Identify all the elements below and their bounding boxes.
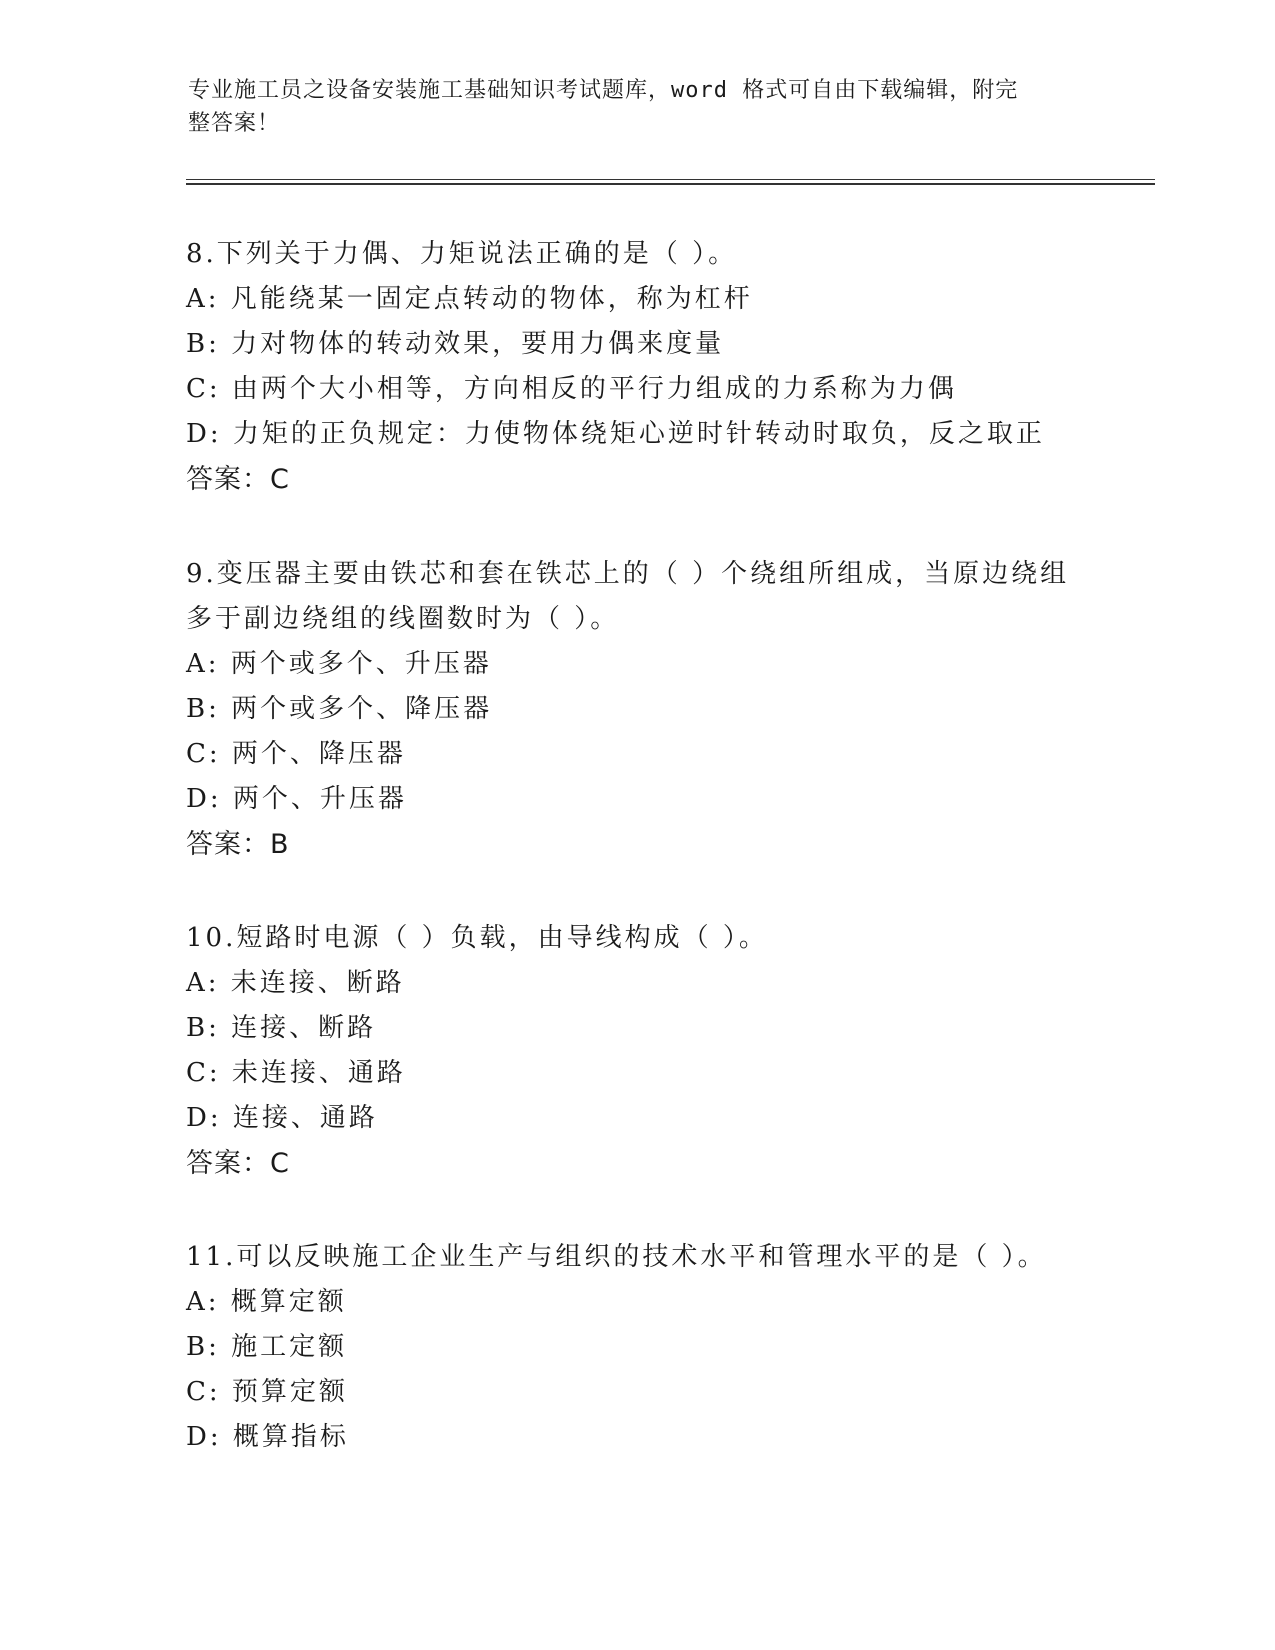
header-line-1: 专业施工员之设备安装施工基础知识考试题库，word 格式可自由下载编辑，附完 <box>188 78 1019 103</box>
header-line-2: 整答案！ <box>188 111 281 136</box>
option-a: A: 概算定额 <box>186 1287 347 1317</box>
option-c: C: 未连接、通路 <box>186 1058 406 1088</box>
option-c: C: 预算定额 <box>186 1377 348 1407</box>
question-10 <box>186 916 1086 1186</box>
option-b: B: 力对物体的转动效果，要用力偶来度量 <box>186 329 725 359</box>
header-divider-thin <box>186 179 1155 180</box>
question-stem: 10.短路时电源（ ）负载，由导线构成（ ）。 <box>186 923 768 953</box>
option-a: A: 未连接、断路 <box>186 968 405 998</box>
answer-line: 答案：C <box>186 464 290 495</box>
header-divider-thick <box>186 183 1155 185</box>
option-b: B: 两个或多个、降压器 <box>186 694 493 724</box>
option-d: D: 力矩的正负规定：力使物体绕矩心逆时针转动时取负，反之取正 <box>186 419 1045 449</box>
option-a: A: 两个或多个、升压器 <box>186 649 492 679</box>
option-a: A: 凡能绕某一固定点转动的物体，称为杠杆 <box>186 284 753 314</box>
question-stem-line-2: 多于副边绕组的线圈数时为（ ）。 <box>186 604 620 634</box>
answer-line: 答案：C <box>186 1148 290 1179</box>
option-d: D: 连接、通路 <box>186 1103 378 1133</box>
option-d: D: 概算指标 <box>186 1422 349 1452</box>
option-b: B: 连接、断路 <box>186 1013 377 1043</box>
option-c: C: 两个、降压器 <box>186 739 406 769</box>
question-9 <box>186 552 1086 867</box>
question-stem: 8.下列关于力偶、力矩说法正确的是（ ）。 <box>186 239 738 269</box>
option-c: C: 由两个大小相等，方向相反的平行力组成的力系称为力偶 <box>186 374 957 404</box>
question-11 <box>186 1235 1086 1460</box>
option-b: B: 施工定额 <box>186 1332 348 1362</box>
document-header <box>188 74 1068 140</box>
question-8 <box>186 232 1086 502</box>
option-d: D: 两个、升压器 <box>186 784 407 814</box>
question-stem: 11.可以反映施工企业生产与组织的技术水平和管理水平的是（ ）。 <box>186 1242 1047 1272</box>
answer-line: 答案：B <box>186 829 290 860</box>
question-stem-line-1: 9.变压器主要由铁芯和套在铁芯上的（ ）个绕组所组成，当原边绕组 <box>186 559 1070 589</box>
